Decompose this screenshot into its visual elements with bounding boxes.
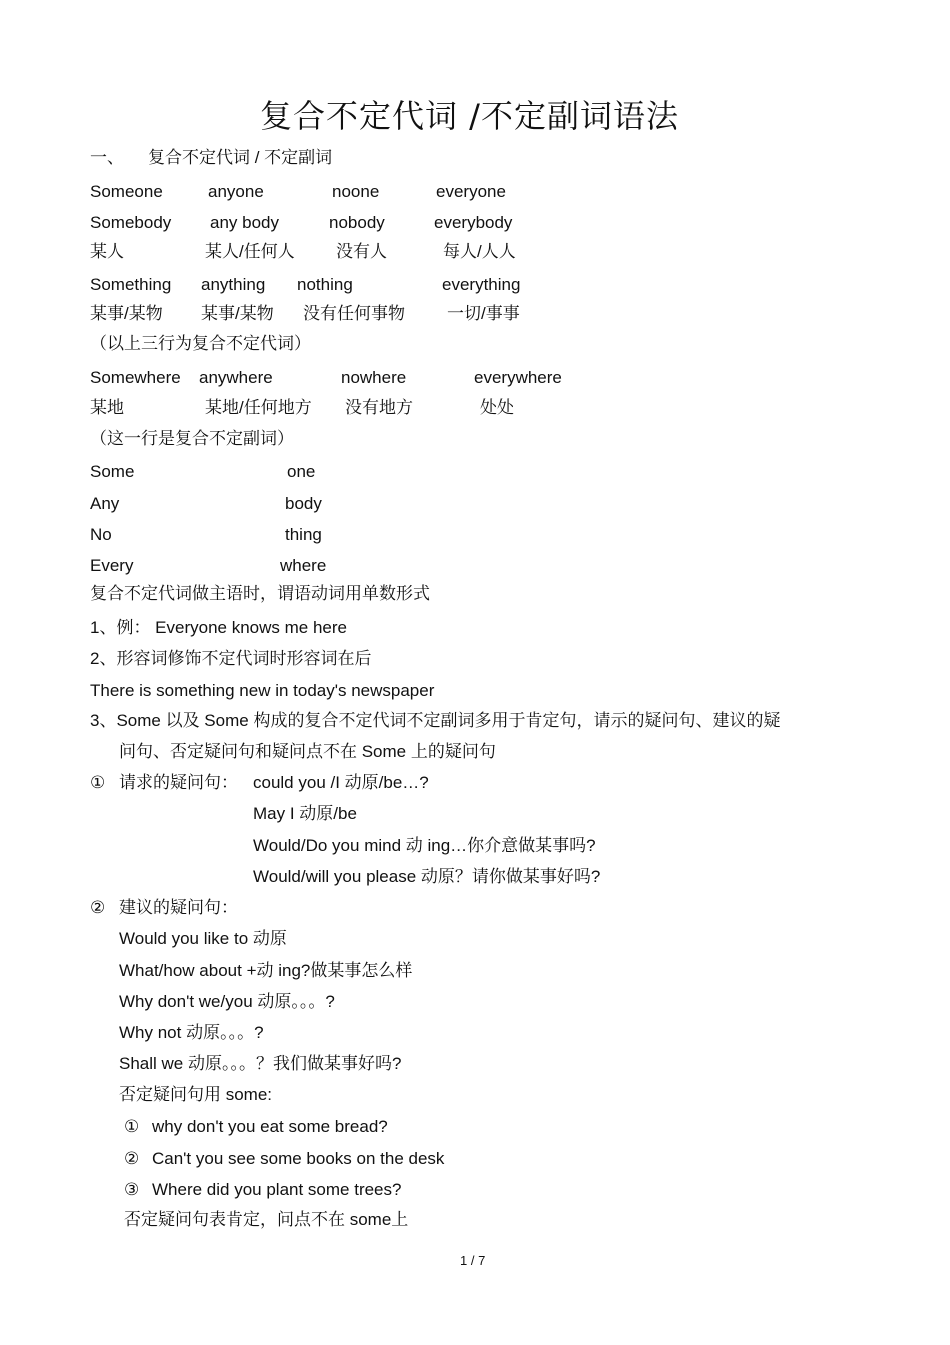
- table-cell: 一切/事事: [447, 304, 520, 323]
- table-cell: Someone: [90, 182, 163, 201]
- table-cell: 没有人: [336, 242, 387, 261]
- composition-prefix: Any: [90, 494, 120, 513]
- table-cell: 处处: [480, 398, 514, 417]
- table-cell: any body: [210, 213, 279, 232]
- table-cell: everywhere: [474, 368, 562, 387]
- request-pattern: Would/Do you mind 动 ing…你介意做某事吗?: [253, 836, 596, 855]
- negative-example: Where did you plant some trees?: [152, 1180, 402, 1199]
- suggest-pattern: Why don't we/you 动原。。。?: [119, 992, 335, 1011]
- rule-1: 1、例： Everyone knows me here: [90, 618, 347, 637]
- rule-2-example: There is something new in today's newspaper: [90, 681, 435, 700]
- negative-example: why don't you eat some bread?: [152, 1117, 388, 1136]
- page-title: 复合不定代词 /不定副词语法: [260, 97, 679, 135]
- composition-suffix: thing: [285, 525, 322, 544]
- page-number: 1 / 7: [460, 1253, 486, 1268]
- rule-2: 2、形容词修饰不定代词时形容词在后: [90, 649, 372, 668]
- table-cell: Somebody: [90, 213, 172, 232]
- suggest-pattern: Why not 动原。。。?: [119, 1023, 264, 1042]
- table-cell: noone: [332, 182, 380, 201]
- suggest-pattern: Shall we 动原。。。？我们做某事好吗?: [119, 1054, 402, 1073]
- table-cell: nobody: [329, 213, 385, 232]
- composition-prefix: No: [90, 525, 112, 544]
- suggest-pattern: Would you like to 动原: [119, 929, 287, 948]
- request-pattern: Would/will you please 动原？请你做某事好吗?: [253, 867, 601, 886]
- note-adverbs: （这一行是复合不定副词）: [90, 429, 294, 448]
- circled-number: ②: [90, 898, 106, 917]
- negative-label: 否定疑问句用 some:: [119, 1085, 273, 1104]
- circled-number: ①: [124, 1117, 140, 1136]
- table-cell: 某人/任何人: [205, 242, 295, 261]
- composition-suffix: one: [287, 462, 316, 481]
- rule-3-continued: 问句、否定疑问句和疑问点不在 Some 上的疑问句: [119, 742, 496, 761]
- table-cell: 没有地方: [345, 398, 413, 417]
- table-cell: Something: [90, 275, 172, 294]
- composition-prefix: Some: [90, 462, 135, 481]
- table-cell: 某地: [90, 398, 124, 417]
- circled-number: ②: [124, 1149, 140, 1168]
- negative-example: Can't you see some books on the desk: [152, 1149, 445, 1168]
- negative-conclusion: 否定疑问句表肯定，问点不在 some上: [124, 1210, 409, 1229]
- section-heading-text: 复合不定代词 / 不定副词: [148, 148, 333, 167]
- table-cell: everything: [442, 275, 521, 294]
- table-cell: 每人/人人: [443, 242, 516, 261]
- table-cell: 某人: [90, 242, 124, 261]
- suggest-label: 建议的疑问句：: [119, 898, 238, 917]
- table-cell: 某事/某物: [90, 304, 163, 323]
- section-number: 一、: [90, 148, 124, 167]
- table-cell: anywhere: [199, 368, 273, 387]
- table-cell: Somewhere: [90, 368, 181, 387]
- circled-number: ③: [124, 1180, 140, 1199]
- circled-number: ①: [90, 773, 106, 792]
- table-cell: 某地/任何地方: [205, 398, 312, 417]
- table-cell: everyone: [436, 182, 506, 201]
- suggest-pattern: What/how about +动 ing?做某事怎么样: [119, 961, 413, 980]
- request-label: 请求的疑问句：: [119, 773, 238, 792]
- table-cell: nothing: [297, 275, 353, 294]
- request-pattern: May I 动原/be: [253, 804, 357, 823]
- composition-prefix: Every: [90, 556, 134, 575]
- table-cell: anyone: [208, 182, 264, 201]
- rule-singular: 复合不定代词做主语时，谓语动词用单数形式: [90, 584, 430, 603]
- table-cell: nowhere: [341, 368, 407, 387]
- table-cell: 没有任何事物: [303, 304, 405, 323]
- table-cell: anything: [201, 275, 266, 294]
- composition-suffix: where: [280, 556, 327, 575]
- table-cell: 某事/某物: [201, 304, 274, 323]
- note-pronouns: （以上三行为复合不定代词）: [90, 334, 311, 353]
- request-pattern: could you /I 动原/be…?: [253, 773, 429, 792]
- rule-3: 3、Some 以及 Some 构成的复合不定代词不定副词多用于肯定句，请示的疑问句、建议的疑: [90, 711, 781, 730]
- table-cell: everybody: [434, 213, 513, 232]
- composition-suffix: body: [285, 494, 322, 513]
